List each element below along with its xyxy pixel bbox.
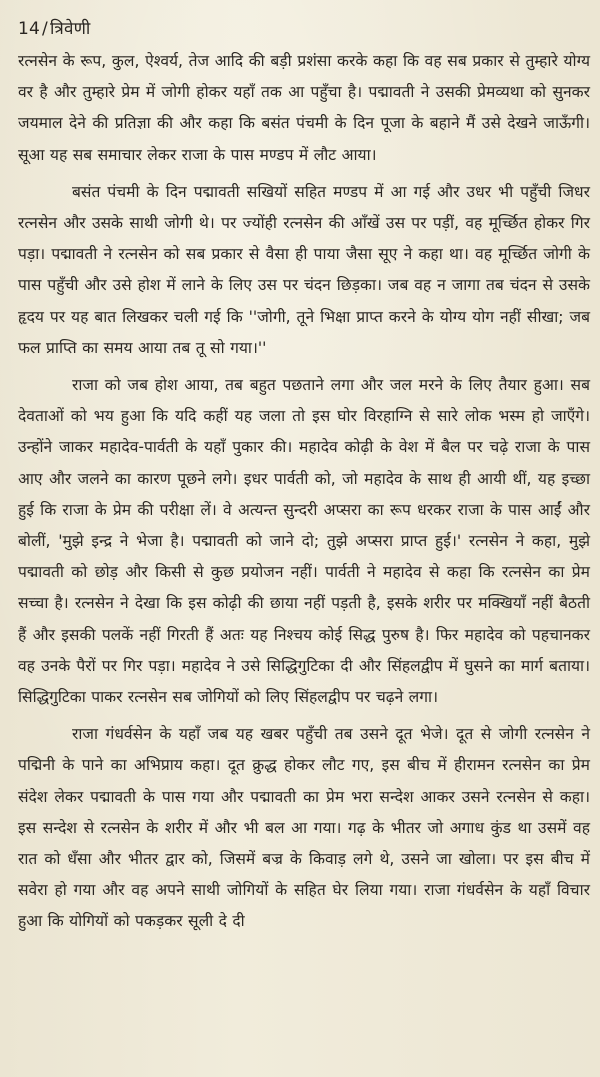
page-number: 14 (18, 19, 41, 39)
paragraph: रत्नसेन के रूप, कुल, ऐश्वर्य, तेज आदि की बड़ी प्रशंसा करके कहा कि वह सब प्रकार से तुम्हारे योग्य वर है और तुम्हारे प्रेम में जोगी होकर यहाँ तक आ पहुँचा है। पद्मावती ने उसकी प्रेमव्यथा को सुनकर जयमाल देने की प्रतिज्ञा की और कहा कि बसंत पंचमी के दिन पूजा के बहाने मैं उसे देखने जाऊँगी। सूआ यह सब समाचार लेकर राजा के पास मण्डप में लौट आया। (18, 52, 590, 164)
book-title: त्रिवेणी (49, 19, 91, 39)
body-text (18, 46, 590, 938)
header-separator: / (42, 19, 48, 39)
running-header (18, 16, 590, 46)
paragraph: बसंत पंचमी के दिन पद्मावती सखियों सहित मण्डप में आ गई और उधर भी पहुँची जिधर रत्नसेन और उसके साथी जोगी थे। पर ज्योंही रत्नसेन की आँखें उस पर पड़ीं, वह मूर्च्छित होकर गिर पड़ा। पद्मावती ने रत्नसेन को सब प्रकार से वैसा ही पाया जैसा सूए ने कहा था। वह मूर्च्छित जोगी के पास पहुँची और उसे होश में लाने के लिए उस पर चंदन छिड़का। जब वह न जागा तब चंदन से उसके हृदय पर यह बात लिखकर चली गई कि ''जोगी, तूने भिक्षा प्राप्त करने के योग्य योग नहीं सीखा; जब फल प्राप्ति का समय आया तब तू सो गया।'' (18, 182, 590, 357)
paragraph: राजा गंधर्वसेन के यहाँ जब यह खबर पहुँची तब उसने दूत भेजे। दूत से जोगी रत्नसेन ने पद्मिनी के पाने का अभिप्राय कहा। दूत क्रुद्ध होकर लौट गए, इस बीच में हीरामन रत्नसेन का प्रेम संदेश लेकर पद्मावती के पास गया और पद्मावती का प्रेम भरा सन्देश आकर उसने रत्नसेन से कहा। इस सन्देश से रत्नसेन के शरीर में और भी बल आ गया। गढ़ के भीतर जो अगाध कुंड था उसमें वह रात को धँसा और भीतर द्वार को, जिसमें बज्र के किवाड़ लगे थे, उसने जा खोला। पर इस बीच में सवेरा हो गया और वह अपने साथी जोगियों के सहित घेर लिया गया। राजा गंधर्वसेन के यहाँ विचार हुआ कि योगियों को पकड़कर सूली दे दी (18, 725, 590, 931)
paragraph: राजा को जब होश आया, तब बहुत पछताने लगा और जल मरने के लिए तैयार हुआ। सब देवताओं को भय हुआ कि यदि कहीं यह जला तो इस घोर विरहाग्नि से सारे लोक भस्म हो जाएँगे। उन्होंने जाकर महादेव-पार्वती के यहाँ पुकार की। महादेव कोढ़ी के वेश में बैल पर चढ़े राजा के पास आए और जलने का कारण पूछने लगे। इधर पार्वती को, जो महादेव के साथ ही आयी थीं, यह इच्छा हुई कि राजा के प्रेम की परीक्षा लें। वे अत्यन्त सुन्दरी अप्सरा का रूप धरकर राजा के पास आईं और बोलीं, 'मुझे इन्द्र ने भेजा है। पद्मावती को जाने दो; तुझे अप्सरा प्राप्त हुई।' रत्नसेन ने कहा, मुझे पद्मावती को छोड़ और किसी से कुछ प्रयोजन नहीं। पार्वती ने महादेव से कहा कि रत्नसेन का प्रेम सच्चा है। रत्नसेन ने देखा कि इस कोढ़ी की छाया नहीं पड़ती है, इसके शरीर पर मक्खियाँ नहीं बैठती हैं और इसकी पलकें नहीं गिरती हैं अतः यह निश्चय कोई सिद्ध पुरुष है। फिर महादेव को पहचानकर वह उनके पैरों पर गिर पड़ा। महादेव ने उसे सिद्धिगुटिका दी और सिंहलद्वीप में घुसने का मार्ग बताया। सिद्धिगुटिका पाकर रत्नसेन सब जोगियों को लिए सिंहलद्वीप पर चढ़ने लगा। (18, 376, 590, 707)
